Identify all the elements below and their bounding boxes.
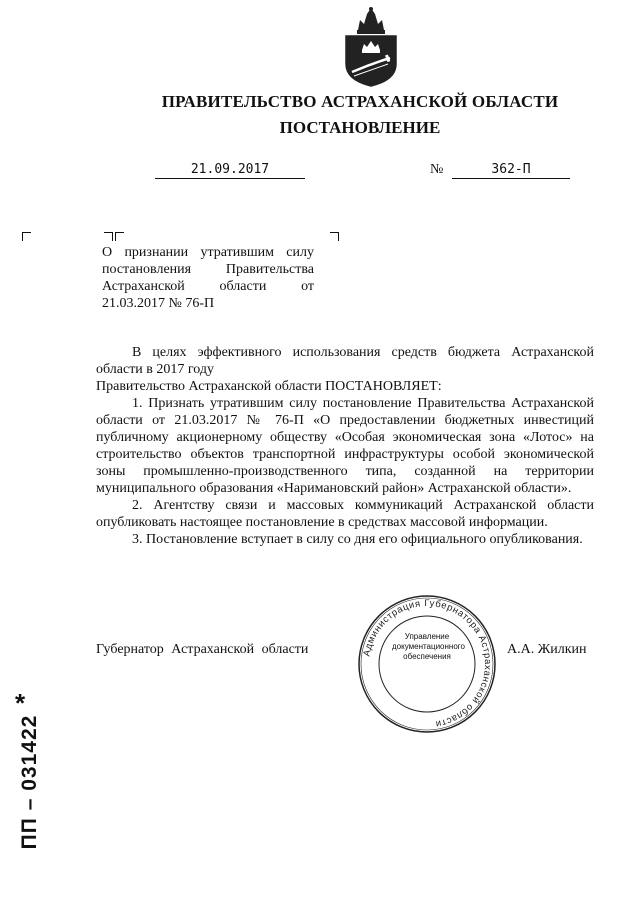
coat-of-arms-emblem	[340, 6, 402, 88]
asterisk-mark: *	[15, 688, 26, 718]
subject-line: постановления Правительства	[102, 262, 314, 277]
stamp-inner-text: Управление документационного обеспечения	[392, 632, 465, 661]
document-type-title: ПОСТАНОВЛЕНИЕ	[279, 118, 441, 137]
document-number: 362-П	[452, 162, 570, 179]
svg-text:Администрация Губернатора Астр: Администрация Губернатора Астраханской области	[361, 597, 494, 730]
resolves-line: Правительство Астраханской области ПОСТАНОВЛЯЕТ:	[96, 379, 442, 394]
subject-line: О признании утратившим силу	[102, 245, 314, 260]
document-subject	[102, 244, 314, 312]
organization-title: ПРАВИТЕЛЬСТВО АСТРАХАНСКОЙ ОБЛАСТИ	[161, 92, 559, 111]
signatory-name: А.А. Жилкин	[507, 642, 587, 657]
corner-mark-left	[22, 232, 31, 241]
subject-line: Астраханской области от	[102, 279, 314, 294]
subject-line: 21.03.2017 № 76-П	[102, 296, 215, 311]
document-body	[96, 344, 594, 548]
official-stamp	[357, 594, 497, 734]
preamble-paragraph: В целях эффективного использования средств бюджета Астраханской области в 2017 году	[96, 345, 594, 377]
document-date: 21.09.2017	[155, 162, 305, 179]
clause-3: 3. Постановление вступает в силу со дня его официального опубликования.	[132, 532, 583, 547]
clause-1: 1. Признать утратившим силу постановление Правительства Астраханской области от 21.03.2017 № 76-П «О предоставлении бюджетных инвестиций публичному акционерному обществу «Особая экономическая зона «Лотос» на строительство объектов транспортной инфраструктуры особой экономической зоны промышленно-производственного типа, созданной на территории муниципального образования «Наримановский район» Астраханской области».	[96, 396, 594, 496]
corner-mark-subject-right	[330, 232, 339, 241]
corner-mark-subject-left2	[115, 232, 124, 241]
side-registration-code: ПП – 031422	[18, 714, 41, 850]
corner-mark-subject-left	[104, 232, 113, 241]
number-label: №	[430, 162, 444, 177]
signatory-position: Губернатор Астраханской области	[96, 642, 309, 657]
clause-2: 2. Агентству связи и массовых коммуникаций Астраханской области опубликовать настоящее постановление в средствах массовой информации.	[96, 498, 594, 530]
